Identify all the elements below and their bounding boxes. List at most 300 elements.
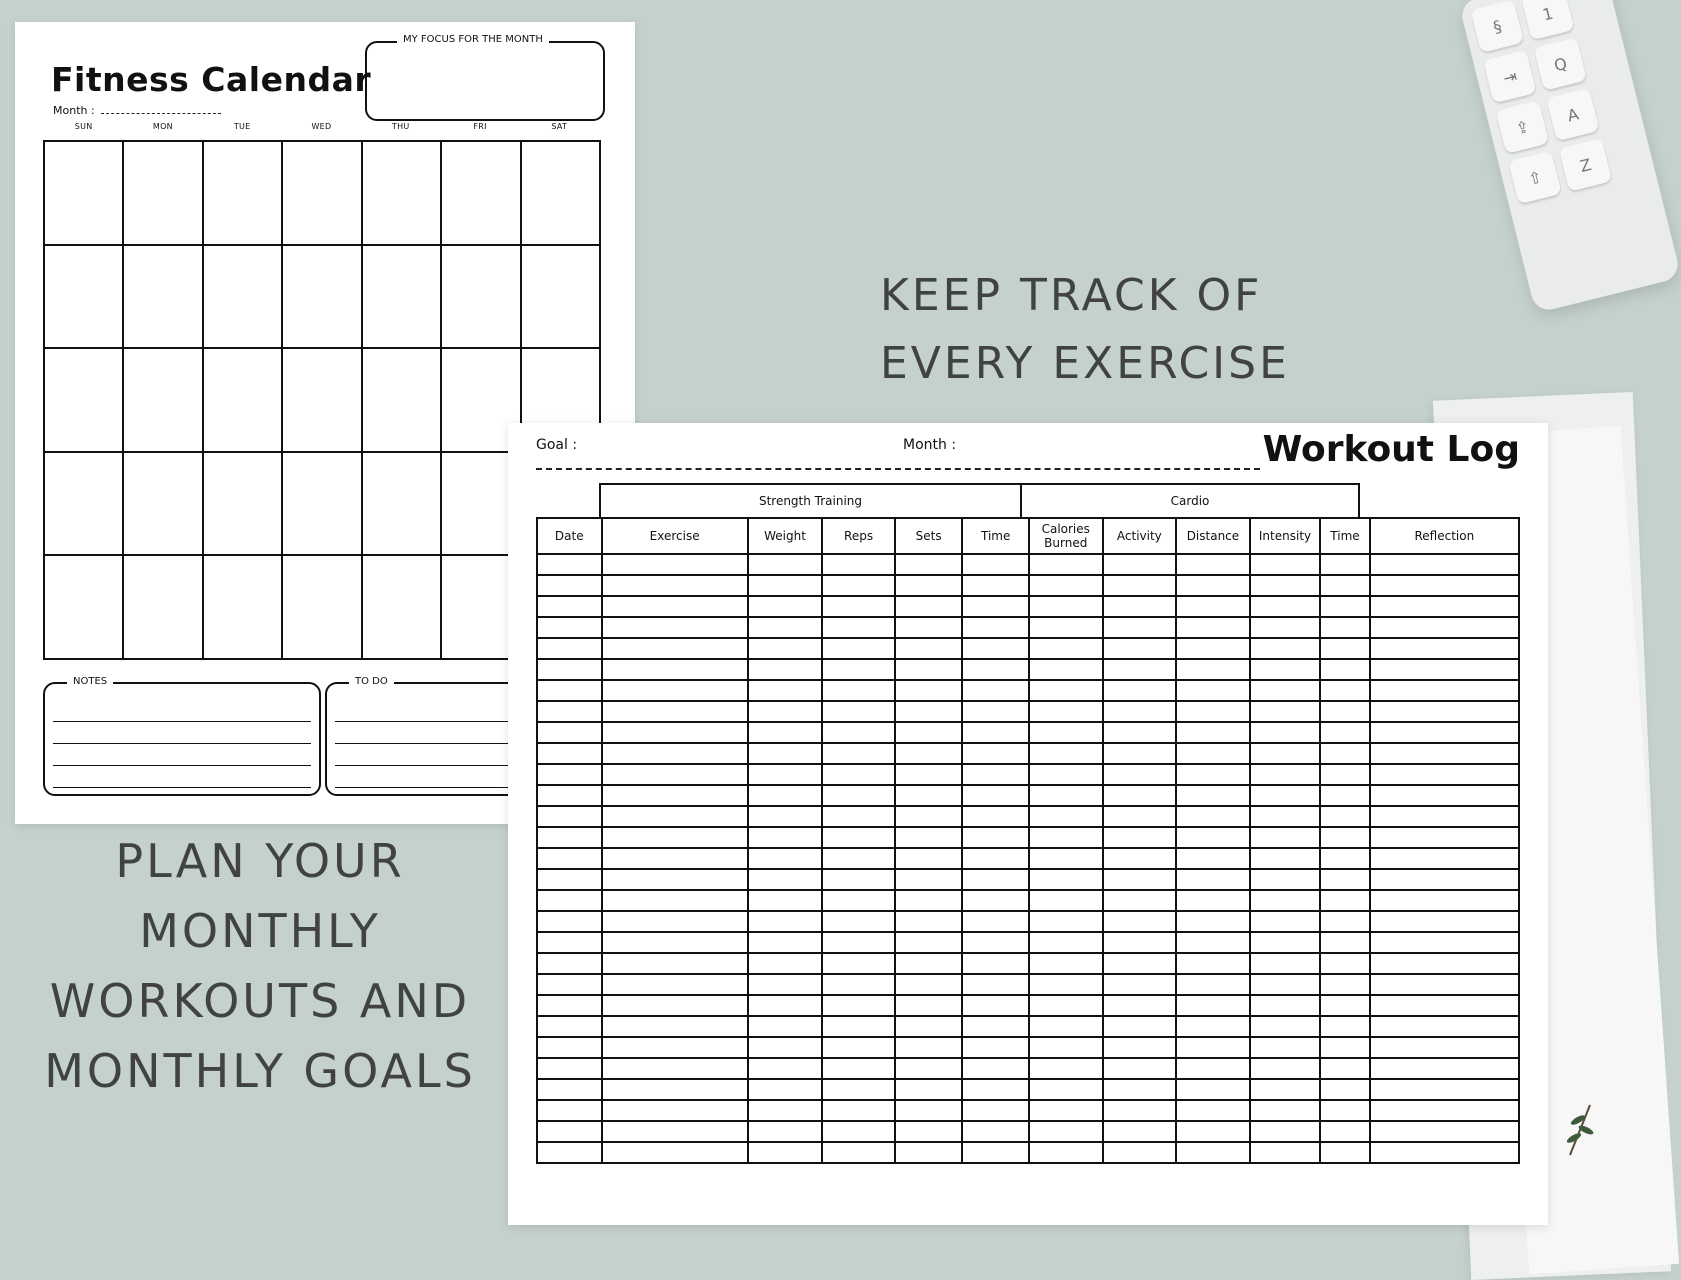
- table-cell: [962, 659, 1029, 680]
- table-cell: [895, 575, 963, 596]
- table-cell: [537, 575, 602, 596]
- calendar-day-cell: [363, 556, 442, 660]
- table-row: [537, 638, 1519, 659]
- table-cell: [748, 638, 823, 659]
- table-cell: [748, 911, 823, 932]
- table-cell: [1320, 659, 1369, 680]
- table-cell: [895, 1121, 963, 1142]
- table-cell: [1029, 995, 1103, 1016]
- table-cell: [1320, 764, 1369, 785]
- workout-log-page: [508, 423, 1548, 1225]
- table-cell: [602, 848, 748, 869]
- table-cell: [748, 806, 823, 827]
- workout-log-title: Workout Log: [1262, 429, 1520, 470]
- table-cell: [1370, 974, 1519, 995]
- table-cell: [1029, 911, 1103, 932]
- table-cell: [895, 1100, 963, 1121]
- table-cell: [1320, 554, 1369, 575]
- table-cell: [1320, 701, 1369, 722]
- table-cell: [1103, 554, 1177, 575]
- table-cell: [748, 1100, 823, 1121]
- table-cell: [537, 890, 602, 911]
- table-cell: [895, 848, 963, 869]
- column-header-distance: Distance: [1176, 518, 1250, 554]
- table-cell: [537, 743, 602, 764]
- table-cell: [1250, 722, 1321, 743]
- caption-line: PLAN YOUR: [115, 834, 405, 888]
- log-month-label: Month :: [903, 437, 957, 453]
- table-cell: [1176, 1121, 1250, 1142]
- table-row: [537, 953, 1519, 974]
- table-cell: [1176, 1016, 1250, 1037]
- table-cell: [1250, 848, 1321, 869]
- table-cell: [1029, 785, 1103, 806]
- table-cell: [1370, 1142, 1519, 1163]
- table-cell: [1250, 701, 1321, 722]
- table-cell: [1176, 1079, 1250, 1100]
- table-cell: [537, 848, 602, 869]
- table-cell: [1029, 596, 1103, 617]
- table-cell: [1103, 890, 1177, 911]
- table-cell: [1176, 974, 1250, 995]
- table-cell: [1176, 995, 1250, 1016]
- table-cell: [1250, 1142, 1321, 1163]
- column-header-calories: Calories Burned: [1029, 518, 1103, 554]
- table-cell: [1029, 1100, 1103, 1121]
- calendar-day-cell: [204, 142, 283, 246]
- caption-plan: [30, 826, 490, 1106]
- table-cell: [895, 827, 963, 848]
- table-cell: [822, 806, 895, 827]
- calendar-day-cell: [45, 246, 124, 350]
- table-cell: [1103, 827, 1177, 848]
- table-cell: [822, 575, 895, 596]
- table-cell: [1370, 596, 1519, 617]
- table-cell: [748, 701, 823, 722]
- table-row: [537, 764, 1519, 785]
- table-cell: [1029, 1037, 1103, 1058]
- table-cell: [822, 659, 895, 680]
- table-cell: [1250, 953, 1321, 974]
- table-cell: [1320, 1037, 1369, 1058]
- table-cell: [895, 806, 963, 827]
- table-cell: [748, 953, 823, 974]
- table-cell: [1029, 869, 1103, 890]
- table-cell: [748, 1016, 823, 1037]
- table-cell: [1320, 806, 1369, 827]
- table-cell: [1176, 617, 1250, 638]
- table-cell: [962, 1037, 1029, 1058]
- table-cell: [1320, 1142, 1369, 1163]
- table-cell: [1320, 911, 1369, 932]
- header-dash-line: [536, 468, 1260, 470]
- weekday-label: SUN: [74, 122, 93, 131]
- table-cell: [537, 995, 602, 1016]
- table-cell: [1103, 848, 1177, 869]
- table-cell: [537, 596, 602, 617]
- table-cell: [822, 764, 895, 785]
- table-cell: [1029, 1142, 1103, 1163]
- table-cell: [602, 785, 748, 806]
- table-cell: [1320, 827, 1369, 848]
- table-cell: [1370, 575, 1519, 596]
- table-cell: [822, 1037, 895, 1058]
- table-cell: [962, 848, 1029, 869]
- table-cell: [602, 932, 748, 953]
- table-cell: [962, 1121, 1029, 1142]
- calendar-day-cell: [204, 349, 283, 453]
- table-cell: [1370, 1037, 1519, 1058]
- calendar-day-cell: [45, 556, 124, 660]
- table-cell: [1176, 953, 1250, 974]
- table-cell: [748, 575, 823, 596]
- table-cell: [1370, 806, 1519, 827]
- column-header-cardio-time: Time: [1320, 518, 1369, 554]
- table-cell: [1176, 869, 1250, 890]
- calendar-day-cell: [363, 453, 442, 557]
- table-cell: [1176, 743, 1250, 764]
- calendar-day-cell: [124, 349, 203, 453]
- table-cell: [1103, 638, 1177, 659]
- table-cell: [1176, 575, 1250, 596]
- table-cell: [748, 722, 823, 743]
- table-cell: [537, 785, 602, 806]
- table-cell: [602, 869, 748, 890]
- calendar-day-cell: [442, 142, 521, 246]
- calendar-day-cell: [363, 246, 442, 350]
- table-row: [537, 554, 1519, 575]
- table-cell: [748, 995, 823, 1016]
- table-cell: [1103, 785, 1177, 806]
- table-cell: [895, 617, 963, 638]
- table-cell: [748, 617, 823, 638]
- table-cell: [1103, 869, 1177, 890]
- table-cell: [822, 617, 895, 638]
- table-cell: [1103, 1016, 1177, 1037]
- caption-line: EVERY EXERCISE: [880, 338, 1290, 389]
- table-cell: [1320, 638, 1369, 659]
- column-header-intensity: Intensity: [1250, 518, 1321, 554]
- caption-line: WORKOUTS AND: [49, 974, 471, 1028]
- table-cell: [895, 659, 963, 680]
- caption-keep-track: [880, 262, 1290, 398]
- table-cell: [1103, 932, 1177, 953]
- table-cell: [962, 806, 1029, 827]
- table-cell: [1370, 701, 1519, 722]
- table-cell: [1029, 764, 1103, 785]
- table-cell: [962, 995, 1029, 1016]
- table-cell: [895, 638, 963, 659]
- table-cell: [1176, 680, 1250, 701]
- cardio-header: Cardio: [1020, 483, 1360, 517]
- table-row: [537, 785, 1519, 806]
- calendar-day-cell: [522, 246, 601, 350]
- table-cell: [748, 554, 823, 575]
- table-cell: [962, 554, 1029, 575]
- table-row: [537, 617, 1519, 638]
- table-cell: [602, 596, 748, 617]
- table-cell: [1103, 995, 1177, 1016]
- table-cell: [537, 617, 602, 638]
- table-cell: [537, 932, 602, 953]
- table-cell: [748, 596, 823, 617]
- table-cell: [1029, 659, 1103, 680]
- table-cell: [1029, 848, 1103, 869]
- table-cell: [1029, 890, 1103, 911]
- table-cell: [1320, 680, 1369, 701]
- table-cell: [895, 701, 963, 722]
- table-cell: [537, 638, 602, 659]
- column-header-time: Time: [962, 518, 1029, 554]
- table-cell: [1370, 659, 1519, 680]
- table-cell: [1320, 1100, 1369, 1121]
- calendar-day-cell: [283, 556, 362, 660]
- table-cell: [962, 764, 1029, 785]
- table-row: [537, 1121, 1519, 1142]
- calendar-title: Fitness Calendar: [51, 60, 372, 99]
- table-cell: [822, 638, 895, 659]
- table-cell: [1029, 743, 1103, 764]
- table-cell: [748, 764, 823, 785]
- table-row: [537, 1037, 1519, 1058]
- table-cell: [1029, 1016, 1103, 1037]
- table-cell: [1320, 890, 1369, 911]
- plant-sprig-icon: [1560, 1100, 1600, 1160]
- column-header-sets: Sets: [895, 518, 963, 554]
- table-cell: [748, 827, 823, 848]
- table-cell: [1370, 1121, 1519, 1142]
- table-cell: [822, 701, 895, 722]
- table-cell: [1103, 806, 1177, 827]
- table-cell: [748, 1121, 823, 1142]
- table-cell: [1370, 638, 1519, 659]
- table-cell: [602, 617, 748, 638]
- table-cell: [1103, 1058, 1177, 1079]
- table-cell: [1370, 848, 1519, 869]
- table-cell: [537, 1100, 602, 1121]
- table-cell: [1103, 1079, 1177, 1100]
- table-cell: [1250, 596, 1321, 617]
- table-cell: [537, 680, 602, 701]
- table-cell: [602, 1016, 748, 1037]
- table-cell: [1029, 806, 1103, 827]
- table-cell: [1250, 806, 1321, 827]
- table-cell: [895, 890, 963, 911]
- table-cell: [822, 827, 895, 848]
- table-row: [537, 1079, 1519, 1100]
- table-cell: [537, 953, 602, 974]
- table-cell: [537, 701, 602, 722]
- table-cell: [1176, 785, 1250, 806]
- table-cell: [1176, 911, 1250, 932]
- table-cell: [1176, 596, 1250, 617]
- table-cell: [822, 1142, 895, 1163]
- table-cell: [1029, 932, 1103, 953]
- weekday-label: WED: [311, 122, 332, 131]
- table-row: [537, 848, 1519, 869]
- table-cell: [895, 785, 963, 806]
- column-header-exercise: Exercise: [602, 518, 748, 554]
- table-cell: [895, 911, 963, 932]
- calendar-month-field: [53, 104, 221, 117]
- table-cell: [1370, 764, 1519, 785]
- table-cell: [1250, 617, 1321, 638]
- table-cell: [537, 1142, 602, 1163]
- table-cell: [962, 1100, 1029, 1121]
- table-cell: [1103, 953, 1177, 974]
- table-cell: [1250, 974, 1321, 995]
- table-cell: [1250, 932, 1321, 953]
- column-header-activity: Activity: [1103, 518, 1177, 554]
- table-cell: [1320, 1079, 1369, 1100]
- table-cell: [748, 1079, 823, 1100]
- table-cell: [602, 890, 748, 911]
- table-cell: [1029, 722, 1103, 743]
- table-cell: [602, 575, 748, 596]
- caption-line: MONTHLY: [139, 904, 381, 958]
- table-cell: [537, 1058, 602, 1079]
- table-cell: [1176, 1142, 1250, 1163]
- todo-label: TO DO: [349, 676, 394, 687]
- table-cell: [822, 932, 895, 953]
- table-cell: [537, 1121, 602, 1142]
- table-cell: [1176, 932, 1250, 953]
- table-cell: [537, 722, 602, 743]
- table-row: [537, 911, 1519, 932]
- table-cell: [1176, 554, 1250, 575]
- keyboard-prop: [1459, 0, 1681, 313]
- table-cell: [537, 1079, 602, 1100]
- table-cell: [1250, 575, 1321, 596]
- column-header-reflection: Reflection: [1370, 518, 1519, 554]
- table-cell: [537, 911, 602, 932]
- table-cell: [1176, 701, 1250, 722]
- table-row: [537, 995, 1519, 1016]
- table-cell: [1176, 638, 1250, 659]
- weekday-label: SAT: [551, 122, 568, 131]
- tab-key-icon: ⇥: [1483, 50, 1536, 103]
- table-cell: [1103, 1100, 1177, 1121]
- table-cell: [1320, 1016, 1369, 1037]
- table-cell: [1029, 701, 1103, 722]
- table-cell: [962, 869, 1029, 890]
- table-cell: [1320, 1121, 1369, 1142]
- table-cell: [1176, 890, 1250, 911]
- table-cell: [1029, 974, 1103, 995]
- table-cell: [748, 890, 823, 911]
- table-cell: [1103, 701, 1177, 722]
- table-cell: [1320, 785, 1369, 806]
- table-cell: [537, 1016, 602, 1037]
- weekday-label: TUE: [233, 122, 251, 131]
- table-cell: [822, 974, 895, 995]
- table-cell: [537, 806, 602, 827]
- table-cell: [1320, 953, 1369, 974]
- table-cell: [895, 1016, 963, 1037]
- table-cell: [602, 827, 748, 848]
- table-cell: [602, 1037, 748, 1058]
- table-cell: [1103, 575, 1177, 596]
- table-cell: [822, 680, 895, 701]
- table-cell: [822, 1016, 895, 1037]
- table-cell: [537, 554, 602, 575]
- table-cell: [822, 596, 895, 617]
- table-cell: [1176, 1058, 1250, 1079]
- table-cell: [1370, 722, 1519, 743]
- table-cell: [1250, 638, 1321, 659]
- table-cell: [1370, 932, 1519, 953]
- column-header-date: Date: [537, 518, 602, 554]
- caps-key-icon: ⇪: [1496, 100, 1549, 153]
- table-cell: [895, 1079, 963, 1100]
- table-cell: [962, 596, 1029, 617]
- table-cell: [822, 1058, 895, 1079]
- workout-log-body: [537, 554, 1519, 1163]
- table-row: [537, 659, 1519, 680]
- table-cell: [895, 974, 963, 995]
- table-cell: [1250, 659, 1321, 680]
- table-cell: [1103, 743, 1177, 764]
- table-cell: [1320, 932, 1369, 953]
- table-cell: [1250, 1121, 1321, 1142]
- table-cell: [1320, 869, 1369, 890]
- table-cell: [1250, 680, 1321, 701]
- table-cell: [895, 932, 963, 953]
- table-cell: [748, 1142, 823, 1163]
- table-cell: [1176, 1037, 1250, 1058]
- table-cell: [1320, 1058, 1369, 1079]
- table-cell: [1370, 743, 1519, 764]
- table-cell: [895, 596, 963, 617]
- table-cell: [1320, 974, 1369, 995]
- table-cell: [962, 1079, 1029, 1100]
- table-cell: [822, 869, 895, 890]
- table-cell: [1103, 722, 1177, 743]
- table-cell: [602, 743, 748, 764]
- table-row: [537, 806, 1519, 827]
- table-row: [537, 743, 1519, 764]
- table-cell: [962, 575, 1029, 596]
- table-cell: [1029, 617, 1103, 638]
- table-cell: [962, 743, 1029, 764]
- table-cell: [1370, 1079, 1519, 1100]
- table-cell: [962, 785, 1029, 806]
- table-cell: [895, 1058, 963, 1079]
- table-cell: [1029, 953, 1103, 974]
- table-cell: [962, 1058, 1029, 1079]
- weekday-label: FRI: [473, 122, 487, 131]
- table-cell: [962, 911, 1029, 932]
- table-cell: [1029, 554, 1103, 575]
- table-cell: [1103, 1142, 1177, 1163]
- table-row: [537, 869, 1519, 890]
- table-cell: [602, 995, 748, 1016]
- table-cell: [962, 974, 1029, 995]
- month-dash-line: [101, 105, 221, 114]
- calendar-day-cell: [363, 349, 442, 453]
- weekday-label: MON: [152, 122, 173, 131]
- calendar-day-cell: [124, 246, 203, 350]
- weekday-label: THU: [391, 122, 410, 131]
- table-cell: [602, 911, 748, 932]
- table-cell: [1103, 764, 1177, 785]
- table-cell: [1250, 743, 1321, 764]
- calendar-month-label: Month :: [53, 104, 95, 117]
- table-cell: [1370, 554, 1519, 575]
- table-cell: [602, 701, 748, 722]
- table-cell: [895, 953, 963, 974]
- table-cell: [1370, 1100, 1519, 1121]
